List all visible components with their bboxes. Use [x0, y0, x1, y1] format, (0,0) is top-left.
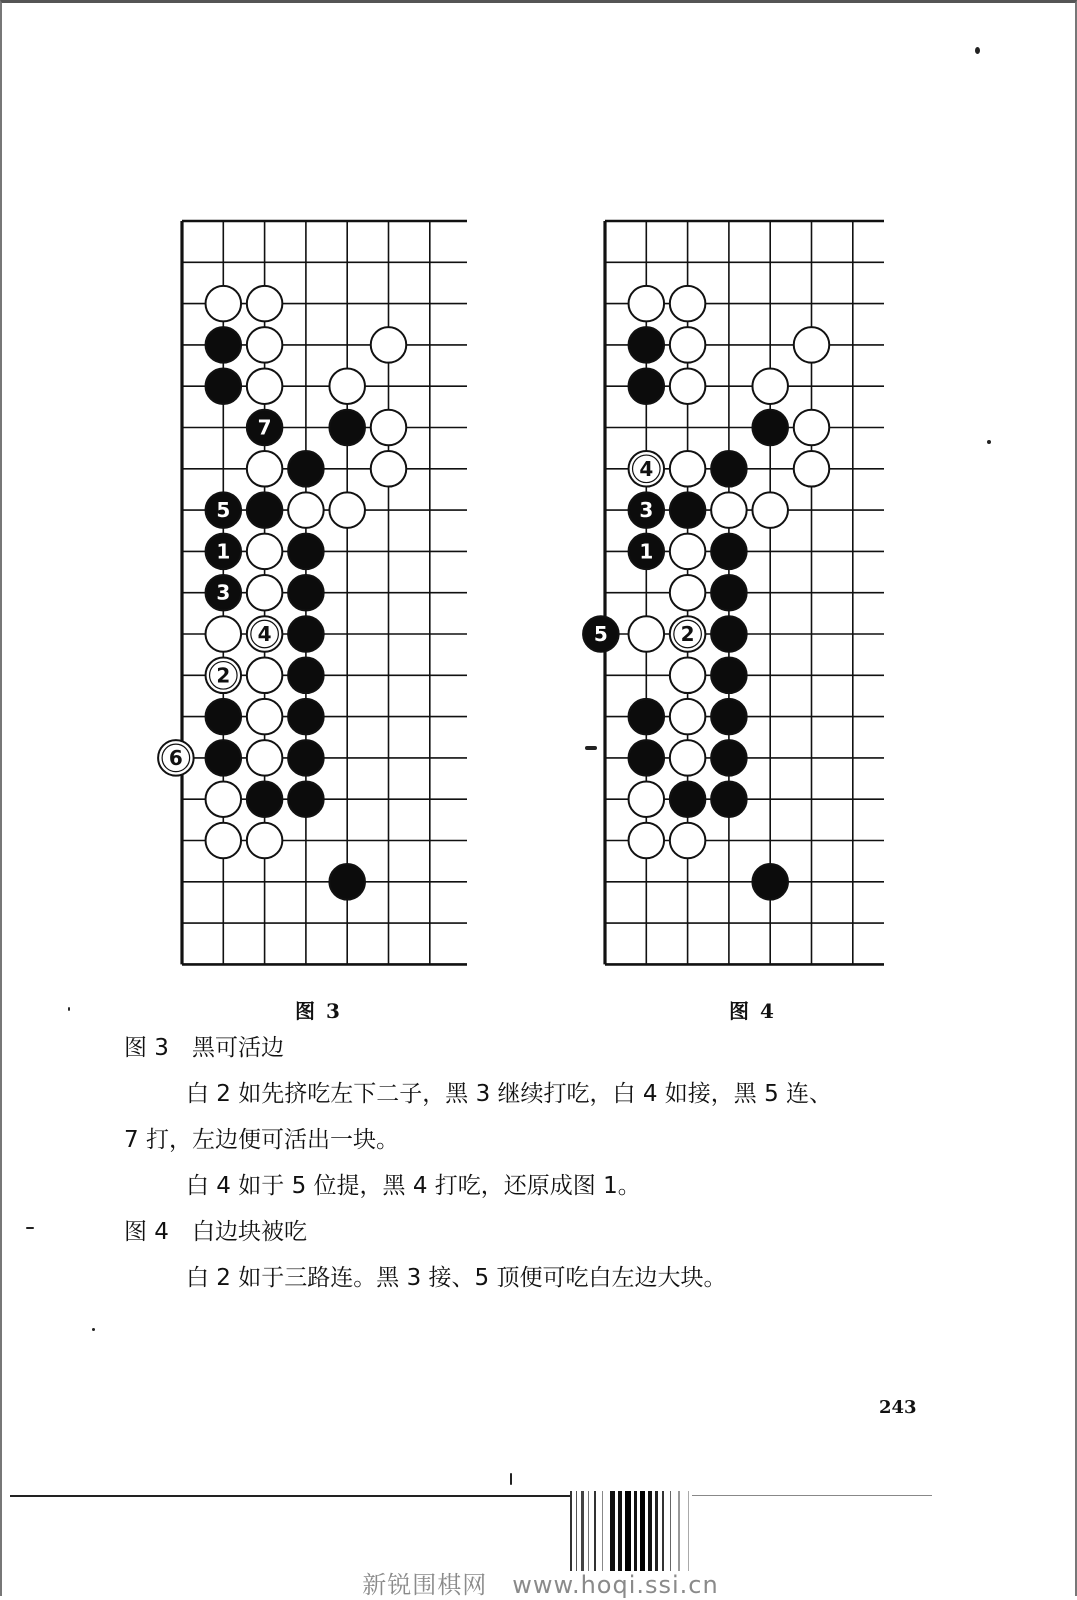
black-stone-3	[629, 492, 665, 528]
fig4-paragraph-line1: 白 2 如于三路连。黑 3 接、5 顶便可吃白左边大块。	[186, 1265, 727, 1291]
black-stone	[247, 492, 283, 528]
white-stone-2	[206, 658, 242, 694]
bottom-rule-right	[692, 1495, 932, 1496]
black-stone-3	[206, 575, 242, 611]
board-figure-3	[158, 221, 467, 964]
fig3-heading: 图 3 黑可活边	[124, 1035, 284, 1061]
white-stone	[247, 368, 283, 404]
svg-text:5: 5	[593, 622, 608, 646]
black-stone	[288, 534, 324, 570]
black-stone	[711, 781, 747, 817]
white-stone	[629, 616, 665, 652]
black-stone	[288, 575, 324, 611]
board-figure-4	[583, 221, 884, 964]
black-stone	[629, 740, 665, 776]
white-stone	[629, 781, 665, 817]
black-stone-1	[629, 534, 665, 570]
white-stone	[329, 368, 365, 404]
white-stone	[206, 781, 242, 817]
white-stone	[670, 658, 706, 694]
svg-text:7: 7	[257, 415, 272, 440]
white-stone	[206, 616, 242, 652]
black-stone	[629, 699, 665, 735]
black-stone	[206, 327, 242, 363]
white-stone-2	[670, 616, 706, 652]
scan-speck	[26, 1227, 34, 1229]
svg-text:4: 4	[257, 622, 272, 646]
black-stone	[752, 410, 788, 446]
white-stone	[247, 699, 283, 735]
white-stone	[206, 286, 242, 322]
black-stone	[711, 658, 747, 694]
black-stone-5	[206, 492, 242, 528]
black-stone	[711, 534, 747, 570]
site-watermark: 新锐围棋网 www.hoqi.ssi.cn	[362, 1571, 719, 1599]
scan-speck	[585, 746, 597, 750]
svg-text:2: 2	[680, 622, 695, 646]
svg-text:1: 1	[639, 539, 654, 564]
white-stone	[794, 410, 830, 446]
svg-text:2: 2	[216, 663, 231, 688]
fig3-paragraph-line2: 7 打，左边便可活出一块。	[124, 1127, 399, 1153]
figure-4-caption: 图 4	[729, 999, 776, 1023]
white-stone	[247, 451, 283, 487]
white-stone	[371, 410, 407, 446]
black-stone	[711, 699, 747, 735]
scan-speck	[92, 1328, 95, 1331]
black-stone	[288, 451, 324, 487]
fig3-paragraph-line3: 白 4 如于 5 位提，黑 4 打吃，还原成图 1。	[186, 1173, 641, 1199]
svg-text:5: 5	[216, 498, 231, 523]
white-stone	[794, 327, 830, 363]
white-stone	[629, 286, 665, 322]
black-stone	[711, 740, 747, 776]
white-stone	[670, 368, 706, 404]
white-stone	[206, 823, 242, 859]
black-stone	[247, 781, 283, 817]
black-stone	[670, 781, 706, 817]
fig4-heading: 图 4 白边块被吃	[124, 1219, 307, 1245]
go-diagrams	[2, 3, 1077, 1003]
page-number: 243	[879, 1397, 917, 1418]
white-stone	[670, 327, 706, 363]
black-stone	[206, 368, 242, 404]
white-stone	[794, 451, 830, 487]
white-stone	[752, 492, 788, 528]
white-stone	[670, 286, 706, 322]
white-stone	[288, 492, 324, 528]
black-stone	[670, 492, 706, 528]
white-stone	[752, 368, 788, 404]
black-stone	[711, 575, 747, 611]
black-stone	[629, 368, 665, 404]
white-stone	[670, 740, 706, 776]
svg-text:3: 3	[216, 580, 231, 605]
white-stone	[670, 699, 706, 735]
black-stone	[288, 658, 324, 694]
bottom-rule	[10, 1495, 570, 1497]
svg-text:6: 6	[168, 745, 183, 770]
scan-speck	[68, 1007, 70, 1011]
white-stone	[247, 327, 283, 363]
black-stone	[288, 616, 324, 652]
black-stone	[752, 864, 788, 900]
scan-speck	[987, 440, 991, 444]
black-stone	[288, 740, 324, 776]
black-stone	[329, 864, 365, 900]
white-stone-6	[158, 740, 194, 776]
white-stone	[670, 823, 706, 859]
svg-text:1: 1	[216, 539, 231, 564]
black-stone	[206, 699, 242, 735]
black-stone-5	[583, 616, 619, 652]
white-stone	[371, 451, 407, 487]
black-stone	[711, 451, 747, 487]
white-stone	[247, 575, 283, 611]
black-stone-1	[206, 534, 242, 570]
white-stone	[329, 492, 365, 528]
white-stone	[629, 823, 665, 859]
white-stone	[247, 534, 283, 570]
black-stone	[288, 781, 324, 817]
scan-artifact-bars	[570, 1491, 695, 1571]
white-stone	[371, 327, 407, 363]
black-stone	[711, 616, 747, 652]
white-stone	[247, 823, 283, 859]
scan-speck	[510, 1473, 512, 1485]
white-stone-4	[247, 616, 283, 652]
white-stone	[670, 451, 706, 487]
black-stone	[329, 410, 365, 446]
commentary-text	[124, 1025, 974, 1301]
svg-text:3: 3	[639, 498, 654, 523]
black-stone-7	[247, 410, 283, 446]
white-stone	[711, 492, 747, 528]
white-stone	[670, 534, 706, 570]
white-stone	[247, 286, 283, 322]
white-stone	[247, 740, 283, 776]
black-stone	[206, 740, 242, 776]
white-stone	[247, 658, 283, 694]
fig3-paragraph-line1: 白 2 如先挤吃左下二子，黑 3 继续打吃，白 4 如接，黑 5 连、	[186, 1081, 833, 1107]
figure-3-caption: 图 3	[295, 999, 342, 1023]
black-stone	[629, 327, 665, 363]
scan-speck	[975, 47, 980, 54]
white-stone-4	[629, 451, 665, 487]
black-stone	[288, 699, 324, 735]
svg-text:4: 4	[639, 456, 654, 481]
white-stone	[670, 575, 706, 611]
